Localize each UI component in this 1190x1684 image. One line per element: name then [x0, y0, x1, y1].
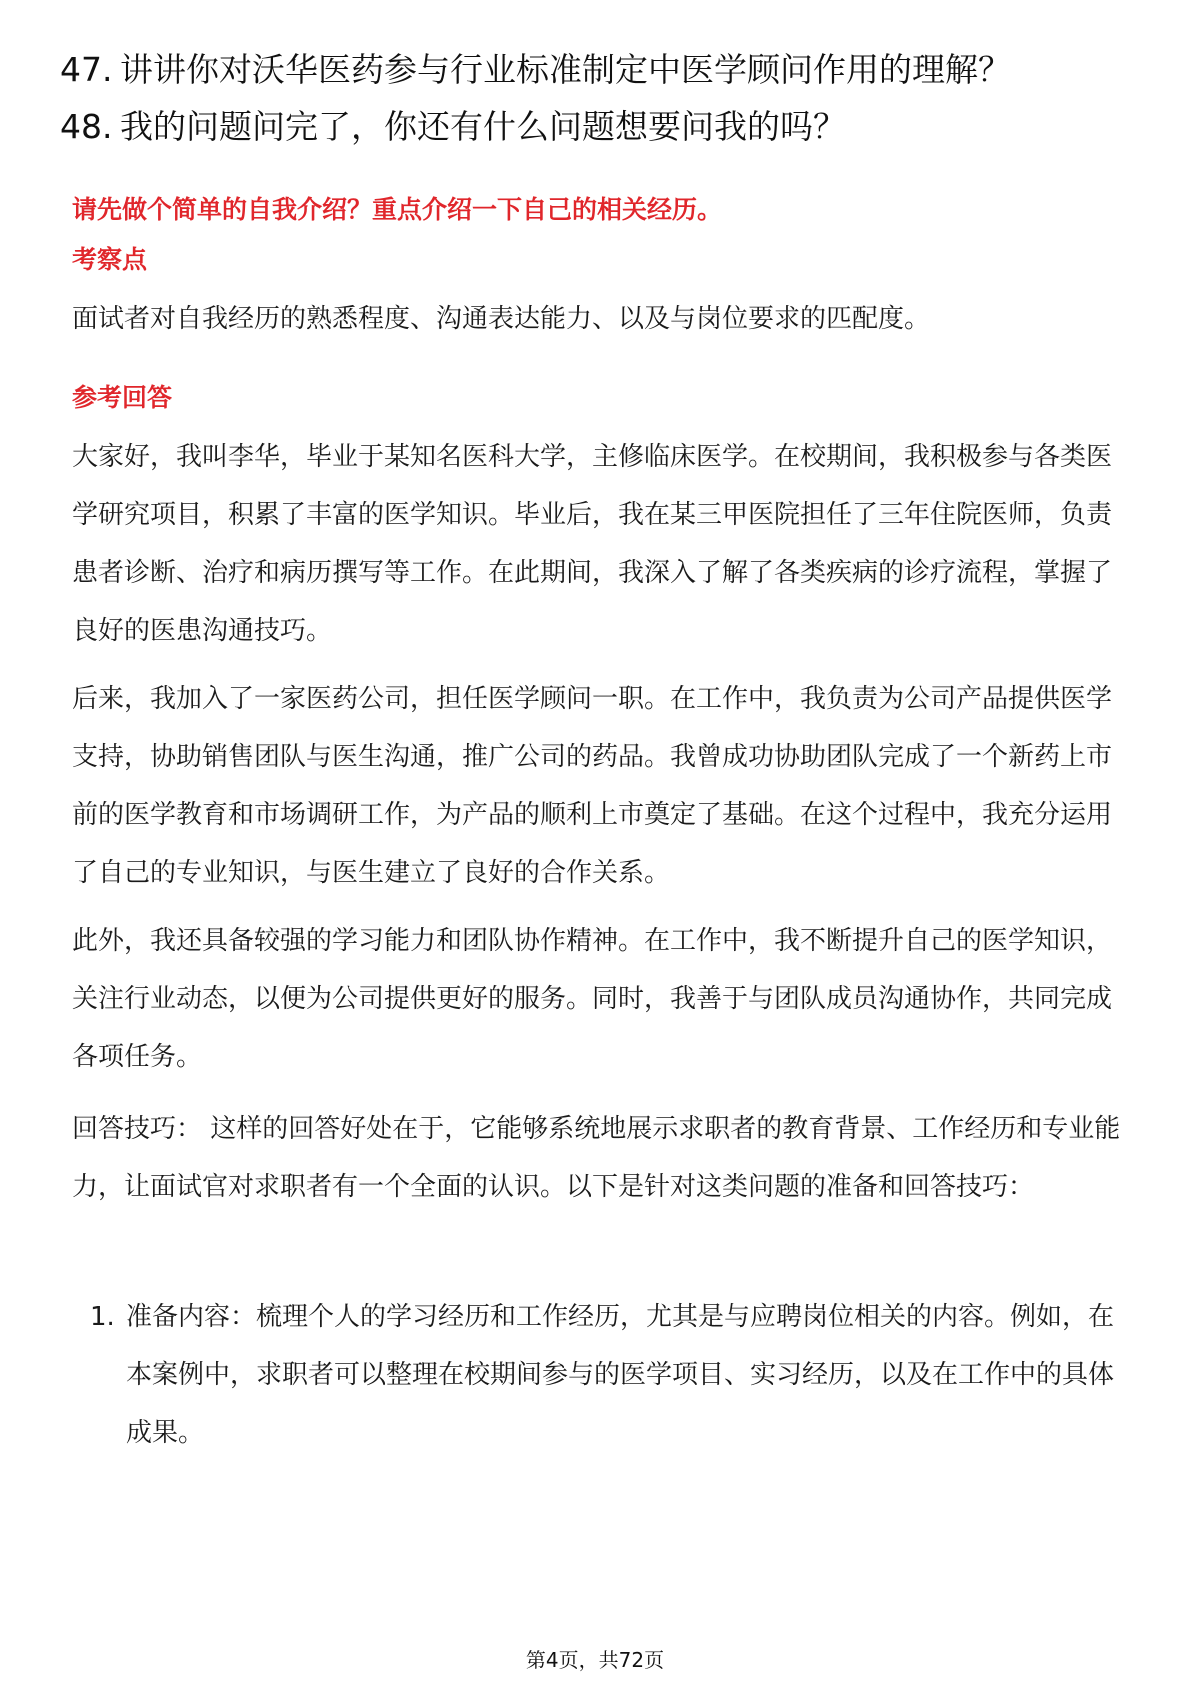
focus-text: 面试者对自我经历的熟悉程度、沟通表达能力、以及与岗位要求的匹配度。 [72, 304, 931, 334]
question-text: 我的问题问完了，你还有什么问题想要问我的吗？ [120, 107, 846, 146]
question-48 [60, 105, 846, 149]
answer-paragraph-1: 大家好，我叫李华，毕业于某知名医科大学，主修临床医学。在校期间，我积极参与各类医学研究项目，积累了丰富的医学知识。毕业后，我在某三甲医院担任了三年住院医师，负责患者诊断、治疗和病历撰写等工作。在此期间，我深入了解了各类疾病的诊疗流程，掌握了良好的医患沟通技巧。 [72, 442, 1113, 646]
list-item [90, 1288, 1130, 1462]
question-number: 47. [60, 50, 113, 89]
question-number: 48. [60, 107, 113, 146]
focus-heading: 考察点 [72, 245, 148, 274]
question-47 [60, 48, 1011, 92]
list-item-text: 准备内容：梳理个人的学习经历和工作经历，尤其是与应聘岗位相关的内容。例如，在本案例中，求职者可以整理在校期间参与的医学项目、实习经历，以及在工作中的具体成果。 [126, 1302, 1115, 1448]
page-number: 第4页，共72页 [525, 1648, 665, 1672]
section-title: 请先做个简单的自我介绍？重点介绍一下自己的相关经历。 [72, 195, 723, 224]
question-text: 讲讲你对沃华医药参与行业标准制定中医学顾问作用的理解？ [120, 50, 1011, 89]
answer-heading: 参考回答 [72, 383, 173, 412]
list-marker: 1. [90, 1302, 115, 1332]
answer-paragraph-3: 此外，我还具备较强的学习能力和团队协作精神。在工作中，我不断提升自己的医学知识，关注行业动态，以便为公司提供更好的服务。同时，我善于与团队成员沟通协作，共同完成各项任务。 [72, 926, 1113, 1072]
answer-paragraph-2: 后来，我加入了一家医药公司，担任医学顾问一职。在工作中，我负责为公司产品提供医学支持，协助销售团队与医生沟通，推广公司的药品。我曾成功协助团队完成了一个新药上市前的医学教育和市场调研工作，为产品的顺利上市奠定了基础。在这个过程中，我充分运用了自己的专业知识，与医生建立了良好的合作关系。 [72, 684, 1113, 888]
tips-paragraph: 回答技巧： 这样的回答好处在于，它能够系统地展示求职者的教育背景、工作经历和专业能力，让面试官对求职者有一个全面的认识。以下是针对这类问题的准备和回答技巧： [72, 1114, 1121, 1202]
